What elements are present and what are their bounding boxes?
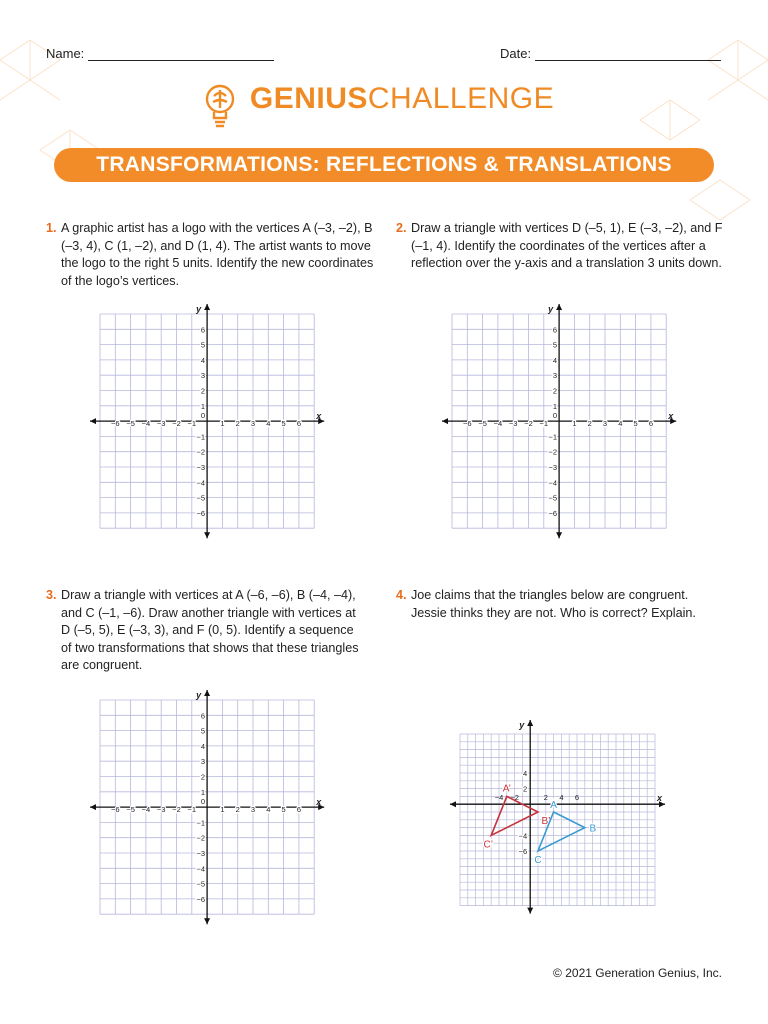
y-axis-arrow-down	[204, 918, 210, 924]
x-tick-label: −5	[478, 419, 487, 429]
x-tick-label: 6	[296, 419, 301, 429]
y-tick-label: −5	[196, 879, 206, 889]
y-tick-label: 2	[200, 772, 206, 782]
y-tick-label: 2	[523, 784, 528, 794]
x-axis-label: x	[316, 411, 322, 422]
coordinate-grid-1[interactable]	[88, 300, 334, 550]
y-tick-label: −2	[548, 447, 558, 457]
name-label: Name:	[46, 46, 85, 61]
figure-4-triangles	[448, 716, 678, 930]
decorative-background	[0, 0, 768, 240]
name-field[interactable]	[46, 46, 274, 61]
x-tick-label: 2	[235, 419, 240, 429]
y-tick-label: −1	[196, 818, 206, 828]
x-tick-label: 3	[250, 805, 256, 815]
y-tick-label: −5	[196, 493, 206, 503]
y-tick-label: 5	[200, 340, 206, 350]
x-tick-label: −2	[172, 419, 181, 429]
x-tick-label: 4	[266, 805, 271, 815]
y-tick-label: −4	[196, 864, 206, 874]
vertex-label: B’	[541, 816, 551, 827]
x-tick-label: 1	[572, 419, 577, 429]
x-tick-label: −6	[111, 805, 120, 815]
question-3	[46, 587, 361, 675]
y-tick-label: 5	[552, 340, 558, 350]
vertex-label: B	[589, 823, 597, 835]
x-axis-label: x	[668, 411, 674, 422]
x-tick-label: −3	[508, 419, 518, 429]
y-axis-arrow-down	[556, 532, 562, 538]
origin-label: 0	[552, 411, 558, 421]
y-tick-label: 5	[200, 726, 206, 736]
x-tick-label: 4	[559, 793, 564, 803]
question-number: 2.	[396, 221, 407, 235]
question-text: Draw a triangle with vertices at A (–6, –6), B (–4, –4), and C (–1, –6). Draw another triangle with vertices at D (–5, 5), E (–3, 3), and F (0, 5). Identify a sequence of two transformations that shows that these triangles are congruent.	[61, 588, 359, 672]
logo-bold-text: GENIUS	[249, 82, 368, 115]
x-tick-label: 1	[220, 805, 225, 815]
vertex-label: A’	[502, 783, 511, 795]
y-axis-arrow-up	[556, 304, 562, 310]
copyright: © 2021 Generation Genius, Inc.	[553, 966, 722, 980]
y-tick-label: 3	[552, 371, 558, 381]
y-tick-label: 1	[200, 401, 206, 411]
y-tick-label: −2	[196, 833, 206, 843]
date-field[interactable]	[500, 46, 721, 61]
x-axis-label: x	[657, 793, 663, 804]
vertex-label: C	[534, 855, 542, 866]
question-2	[396, 220, 723, 273]
x-axis-arrow-left	[90, 804, 96, 810]
origin-label: 0	[200, 797, 206, 807]
x-tick-label: −4	[493, 419, 503, 429]
date-line[interactable]	[535, 48, 721, 61]
question-1	[46, 220, 381, 290]
y-axis-label: y	[196, 304, 202, 314]
y-tick-label: −6	[548, 508, 558, 518]
y-tick-label: 4	[523, 769, 528, 778]
y-tick-label: −6	[196, 508, 206, 518]
logo-wordmark	[0, 82, 768, 116]
y-tick-label: 1	[200, 787, 206, 797]
x-tick-label: −6	[111, 419, 120, 429]
x-tick-label: 1	[220, 419, 225, 429]
y-tick-label: −3	[548, 463, 558, 472]
x-tick-label: 4	[618, 419, 623, 429]
vertex-label: C’	[483, 839, 493, 851]
x-tick-label: 6	[296, 805, 301, 815]
x-tick-label: −2	[510, 793, 519, 803]
y-axis-arrow-down	[204, 532, 210, 538]
y-tick-label: −4	[196, 478, 206, 488]
y-tick-label: −1	[196, 432, 206, 442]
x-tick-label: 6	[648, 419, 653, 429]
x-axis-label: x	[316, 797, 322, 808]
y-axis-arrow-down	[527, 908, 533, 914]
y-axis-label: y	[196, 690, 202, 700]
y-axis-label: y	[548, 304, 554, 314]
y-tick-label: 1	[552, 401, 558, 411]
y-tick-label: −1	[548, 432, 558, 442]
y-tick-label: 4	[200, 355, 206, 365]
y-tick-label: −3	[196, 849, 206, 858]
coordinate-grid-2[interactable]	[440, 300, 686, 550]
date-label: Date:	[500, 46, 532, 61]
x-axis-arrow-left	[90, 418, 96, 424]
x-axis-arrow-left	[450, 801, 456, 807]
y-tick-label: 4	[200, 741, 206, 751]
question-number: 3.	[46, 588, 57, 602]
x-tick-label: 2	[587, 419, 592, 429]
question-number: 4.	[396, 588, 407, 602]
question-text: A graphic artist has a logo with the vertices A (–3, –2), B (–3, 4), C (1, –2), and D (1, 4). The artist wants to move the logo to the right 5 units. Identify the new coordinates of the logo’s vertices.	[61, 221, 374, 288]
y-axis-label: y	[519, 720, 525, 730]
y-tick-label: −6	[518, 847, 528, 856]
y-tick-label: 4	[552, 355, 558, 365]
x-tick-label: −6	[463, 419, 472, 429]
x-tick-label: 3	[602, 419, 608, 429]
y-tick-label: −5	[548, 493, 558, 503]
x-tick-label: −3	[156, 419, 166, 429]
y-axis-arrow-up	[204, 304, 210, 310]
x-tick-label: −4	[141, 805, 151, 815]
x-tick-label: 3	[250, 419, 256, 429]
y-tick-label: 3	[200, 757, 206, 767]
page-title-banner: TRANSFORMATIONS: REFLECTIONS & TRANSLATIONS	[54, 148, 714, 182]
y-tick-label: −4	[518, 831, 528, 841]
y-tick-label: 2	[200, 386, 206, 396]
x-tick-label: 4	[266, 419, 271, 429]
question-text: Joe claims that the triangles below are congruent. Jessie thinks they are not. Who is correct? Explain.	[411, 588, 696, 620]
y-tick-label: 6	[552, 325, 558, 335]
x-tick-label: 2	[543, 793, 548, 803]
x-tick-label: −3	[156, 805, 166, 815]
y-tick-label: −6	[196, 894, 206, 904]
y-tick-label: −2	[196, 447, 206, 457]
y-tick-label: −4	[548, 478, 558, 488]
y-axis-arrow-up	[527, 720, 533, 726]
y-axis-arrow-up	[204, 690, 210, 696]
question-4	[396, 587, 727, 622]
logo-light-text: CHALLENGE	[367, 82, 555, 115]
x-tick-label: −2	[172, 805, 181, 815]
coordinate-grid-3[interactable]	[88, 686, 334, 936]
x-tick-label: 5	[281, 419, 286, 429]
x-tick-label: −4	[141, 419, 151, 429]
y-tick-label: 6	[200, 711, 206, 721]
x-tick-label: −2	[524, 419, 533, 429]
x-tick-label: −1	[539, 419, 549, 429]
y-tick-label: 2	[552, 386, 558, 396]
x-tick-label: −4	[494, 793, 504, 803]
question-number: 1.	[46, 221, 57, 235]
name-line[interactable]	[88, 48, 274, 61]
question-text: Draw a triangle with vertices D (–5, 1), E (–3, –2), and F (–1, 4). Identify the coordinates of the vertices after a reflection over the y-axis and a translation 3 units down.	[411, 221, 723, 270]
x-tick-label: −1	[187, 419, 197, 429]
x-tick-label: 5	[281, 805, 286, 815]
y-tick-label: −3	[196, 463, 206, 472]
x-tick-label: 6	[574, 793, 580, 803]
x-axis-arrow-left	[442, 418, 448, 424]
origin-label: 0	[200, 411, 206, 421]
y-tick-label: 6	[200, 325, 206, 335]
vertex-label: A	[550, 800, 557, 811]
x-tick-label: −5	[126, 419, 135, 429]
y-tick-label: 3	[200, 371, 206, 381]
x-tick-label: −1	[187, 805, 197, 815]
x-tick-label: 2	[235, 805, 240, 815]
x-tick-label: 5	[633, 419, 638, 429]
x-tick-label: −5	[126, 805, 135, 815]
